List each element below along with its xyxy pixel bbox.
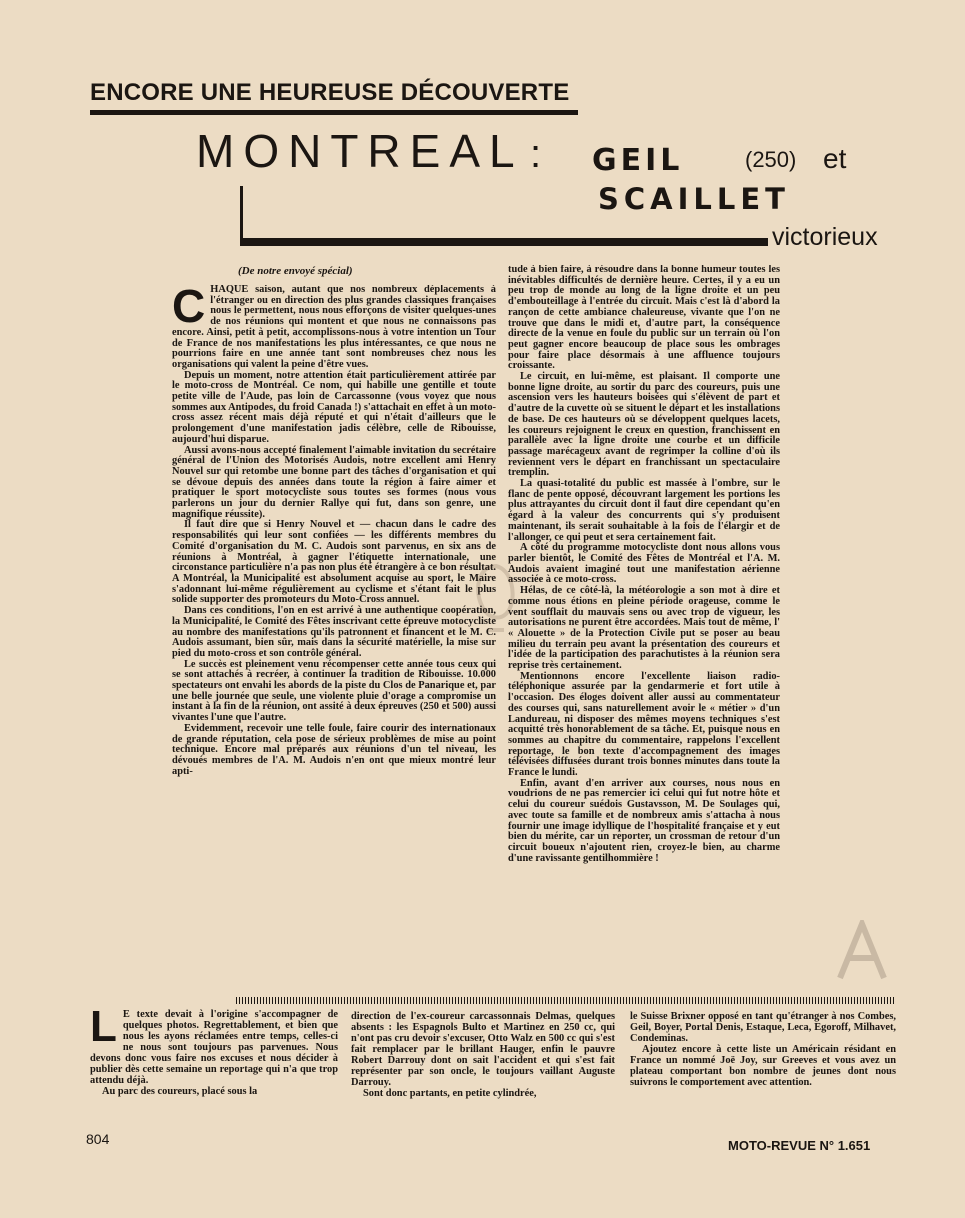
paragraph: La quasi-totalité du public est massée à l'ombre, sur le flanc de pente opposé, découvrant largement les portions les plus attrayantes du circuit dont il faut dire cependant qu'en égard à la valeur des concurrents qui s'y produisent maintenant, ils serait souhaitable à la fois de l'élargir et de l'allonger, ce qui peut et sera certainement fait. [508, 478, 780, 543]
faded-letter-a-icon [836, 920, 888, 980]
paragraph: Sont donc partants, en petite cylindrée, [363, 1088, 537, 1099]
drop-cap: C [172, 285, 206, 332]
faded-stamp-icon [468, 560, 524, 640]
page-number: 804 [86, 1131, 110, 1147]
headline-montreal: MONTREAL [196, 125, 524, 177]
note-column-2 [351, 1011, 615, 1119]
paragraph: Il faut dire que si Henry Nouvel et — chacun dans le cadre des responsabilités qui leur sont confiées — les différents membres du Comité d'organisation du M. C. Audois sont parvenus, en six ans de réunions à Montréal, à gagner l'étiquette internationale, une circonstance particulière n'a pas non plus été étrangère à ce bon résultat. A Montréal, la Municipalité est absolument acquise au sport, le Maire s'adonnant lui-même régulièrement au cyclisme et s'étant fait le plus solide supporter des promoteurs du Moto-Cross annuel. [172, 519, 496, 606]
paragraph: Depuis un moment, notre attention était particulièrement attirée par le moto-cross de Montréal. Ce nom, qui habille une gentille et toute petite ville de l'Aude, pas loin de Carcassonne (vous voyez que nous sommes aux Antipodes, du froid Canada !) s'attachait en effet à un moto-cross assez récent mais déjà réputé et qui n'était d'ailleurs que le prolongement d'une manifestation jadis célèbre, celle de Ribouisse, aujourd'hui disparue. [172, 369, 496, 445]
note-column-3 [630, 1011, 896, 1119]
headline-vertical-rule [240, 186, 243, 240]
paragraph: Aussi avons-nous accepté finalement l'aimable invitation du secrétaire général de l'Union des Motorisés Audois, notre excellent ami Henry Nouvel sur qui retombe une bonne part des tâches d'organisation et qui se dévoue depuis des années dans toute la région à faire aimer et pratiquer le sport motocycliste sous toutes ses formes (nous vous parlerons un jour du dernier Rallye qui fut, dans son genre, une magnifique réussite). [172, 444, 496, 520]
paragraph: Dans ces conditions, l'on en est arrivé à une authentique coopération, la Municipalité, le Comité des Fêtes inscrivant cette épreuve motocycliste au nombre des manifestations qu'ils patronnent et financent et le M. C. Audois assumant, bien sûr, mais dans la sécurité matérielle, la mise sur pied du moto-cross et son contrôle général. [172, 605, 496, 659]
paragraph: Enfin, avant d'en arriver aux courses, nous nous en voudrions de ne pas remercier ici celui qui fut notre hôte et celui du coureur suédois Gustavsson, M. De Soulages qui, avec toute sa famille et de nombreux amis s'attacha à nous fournir une image idyllique de l'hospitalité française et y eut bien du mérite, car un reporter, un crossman de retour d'un circuit boueux n'ajoutent rien, croyez-le bien, au charme d'une ravissante gentilhommière ! [508, 777, 780, 864]
kicker-underline [90, 110, 578, 115]
paragraph: tude à bien faire, à résoudre dans la bonne humeur toutes les inévitables difficultés de dernière heure. Certes, il y a eu un peu trop de monde au long de la ligne droite et un peu d'embouteillage à l'entrée du circuit. Mais c'est là d'abord la rançon de cette ambiance chaleureuse, vivante que l'on ne trouve que dans le midi et, d'autre part, la conséquence directe de la venue en foule du public sur un terrain où l'on peut gagner encore beaucoup de place sous les ombrages pour faire place désormais à une affluence toujours croissante. [508, 265, 780, 372]
drop-cap: L [90, 1009, 117, 1051]
section-divider [236, 997, 896, 1004]
paragraph: Evidemment, recevoir une telle foule, faire courir des internationaux de grande réputation, cela pose de sérieux problèmes de mise au point technique. Encore mal préparés aux réunions d'un tel niveau, les dévoués membres de l'A. M. Audois n'en ont que mieux montré leur apti- [172, 722, 496, 777]
headline-rider2: SCAILLET [598, 182, 790, 216]
article-column-2 [508, 265, 780, 997]
kicker-headline: ENCORE UNE HEUREUSE DÉCOUVERTE [90, 79, 570, 106]
paragraph: direction de l'ex-coureur carcassonnais Delmas, quelques absents : les Espagnols Bulto et Martinez en 250 cc, qui n'ont pas cru devoir s'excuser, Otto Walz en 500 cc qui s'est fait remplacer par le brillant Hauger, enfin le pauvre Robert Darrouy dont on sait l'accident et qui s'est fait représenter par son oncle, le toujours vaillant Auguste Darrouy. [351, 1011, 615, 1088]
note-column-1 [90, 1009, 338, 1119]
byline: (De notre envoyé spécial) [238, 265, 353, 277]
paragraph: A côté du programme motocycliste dont nous allons vous parler bientôt, le Comité des Fêtes de Montréal et l'A. M. Audois avaient imaginé tout une manifestation aérienne associée à ce moto-cross. [508, 542, 780, 586]
paragraph: Le circuit, en lui-même, est plaisant. Il comporte une bonne ligne droite, au sortir du parc des coureurs, puis une ascension vers les hauteurs boisées qui s'élèvent de part et d'autre de la cuvette où se situent le départ et les installations de base. De ces hauteurs où se développent quelques lacets, les coureurs rejoignent le creux en question, franchissent en parallèle avec la ligne droite une courbe et un difficile passage marécageux avant de regrimper la colline d'où ils reviennent vers le départ en franchissant un spectaculaire tremplin. [508, 371, 780, 479]
paragraph: le Suisse Brixner opposé en tant qu'étranger à nos Combes, Geil, Boyer, Portal Denis, Estaque, Leca, Egoroff, Milhavet, Condeminas. [630, 1011, 896, 1044]
paragraph: Mentionnons encore l'excellente liaison radio-téléphonique assurée par la gendarmerie et fort utile à l'occasion. Des éloges doivent aller aussi au commentateur des courses qui, sans naturellement avoir le « métier » d'un Landureau, ni disposer des mêmes moyens techniques s'est acquitté très honorablement de sa tâche. Et, puisque nous en sommes au chapitre du commentaire, rappelons l'excellent reportage, le bon texte d'accompagnement des images télévisées diffusées durant trois bonnes minutes dans toute la France le lundi. [508, 670, 780, 779]
paragraph: Au parc des coureurs, placé sous la [102, 1086, 258, 1097]
paragraph: Hélas, de ce côté-là, la météorologie a son mot à dire et comme nous étions en pleine période orageuse, comme le vent soufflait du mauvais sens ou avec trop de vigueur, les autorisations ne purent être accordées. Mais tout de même, l' « Alouette » de la Protection Civile put se poser au beau milieu du terrain peu avant la présentation des coureurs et l'idée de la participation des parachutistes à la réunion sera reprise très certainement. [508, 585, 780, 672]
headline-conjunction: et [823, 143, 847, 174]
paragraph: Ajoutez encore à cette liste un Américain résidant en France un nommé Joë Joy, sur Greeves et vous avez un plateau comportant bon nombre de jeunes dont nous suivrons le comportement avec attention. [630, 1044, 896, 1088]
paragraph: Le succès est pleinement venu récompenser cette année tous ceux qui se sont attachés à recréer, à continuer la tradition de Ribouisse. 10.000 spectateurs ont envahi les abords de la piste du Clos de Panarique et, par une belle journée que seule, une violente pluie d'orage a compromise un instant à la fin de la réunion, ont assité à deux épreuves (250 et 500) aussi vivantes l'une que l'autre. [172, 658, 496, 724]
headline-horizontal-rule [240, 238, 768, 246]
paragraph: HAQUE saison, autant que nos nombreux déplacements à l'étranger ou en direction des plus grandes classiques françaises nous le permettent, nous nous efforçons de visiter quelques-unes de nos réunions qui montent et que nous ne connaissons pas encore. Ainsi, petit à petit, accomplissons-nous à votre intention un Tour de France de nos manifestations les plus intéressantes, ce que nous ne pourrions faire en une année tant sont nombreuses chez nous les organisations qui valent la peine d'être vues. [172, 285, 496, 370]
paragraph: E texte devait à l'origine s'accompagner de quelques photos. Regrettablement, et bien que nous les ayons réclamées entre temps, celles-ci ne nous sont toujours pas parvenues. Nous devons donc vous faire nos excuses et nous décider à publier dès cette semaine un reportage qui n'a que trop attendu déjà. [90, 1009, 338, 1086]
headline-victorieux: victorieux [772, 223, 878, 251]
magazine-issue: MOTO-REVUE N° 1.651 [728, 1138, 871, 1153]
headline-rider1: GEIL [592, 143, 684, 178]
headline-colon: : [530, 132, 542, 176]
article-column-1 [172, 285, 496, 1013]
headline-rider1-class: (250) [745, 147, 797, 172]
